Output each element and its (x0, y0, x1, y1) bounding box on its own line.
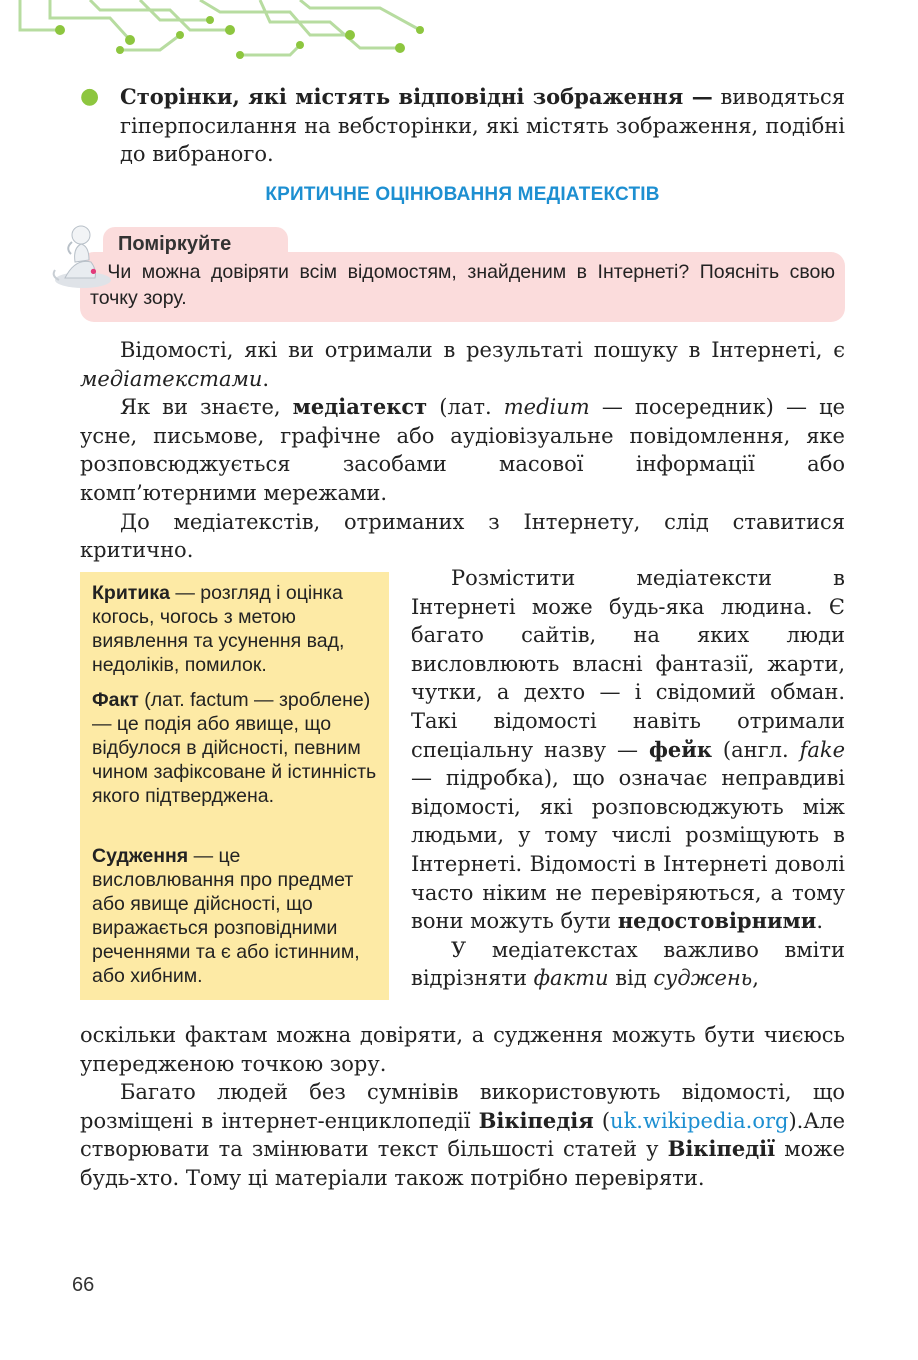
right-column (411, 564, 845, 993)
think-title: Поміркуйте (118, 233, 232, 255)
think-bullet-icon: • (90, 261, 97, 283)
think-text-block (90, 259, 835, 311)
paragraph-1: Відомості, які ви отримали в результаті пошуку в Інтернеті, є медіатекстами. (80, 338, 845, 391)
bullet-paragraph (80, 83, 845, 169)
fake-paragraph: Розмістити медіатексти в Інтернеті може будь-яка людина. Є багато сайтів, на яких люди висловлюють власні фантазії, жарти, чутки, а дехто — і свідомий обман. Такі відомості навіть отримали спеціальну назву — фейк (англ. fake — підробка), що означає неправдиві відомості, які розповсюджують між людьми, у тому числі розміщують в Інтернеті. Відомості в Інтернеті доволі часто ніким не перевіряються, а тому вони можуть бути недостовірними. (411, 566, 846, 934)
section-heading: КРИТИЧНЕ ОЦІНЮВАННЯ МЕДІАТЕКСТІВ (265, 184, 660, 205)
facts-paragraph-start: У медіатекстах важливо вміти відрізняти факти від суджень, (411, 937, 845, 991)
intro-paragraphs (80, 336, 845, 565)
paragraph-3: До медіатекстів, отриманих з Інтернету, слід ставитися критично. (80, 509, 845, 563)
think-question: Чи можна довіряти всім відомостям, знайденим в Інтернеті? Поясніть свою точку зору. (90, 261, 835, 309)
definitions-box (80, 572, 389, 1000)
bullet-text: виводяться гіперпосилання на вебсторінки, які містять зображення, подібні до вибраного. (120, 85, 845, 167)
bottom-paragraphs (80, 1021, 845, 1193)
page-number: 66 (72, 1274, 95, 1296)
circuit-decoration (0, 0, 430, 70)
paragraph-2: Як ви знаєте, медіатекст (лат. medium — посередник) — це усне, письмове, графічне або аудіовізуальне повідомлення, яке розповсюджується засобами масової інформації або комп’ютерними мережами. (80, 394, 846, 505)
bullet-bold-text: Сторінки, які містять відповідні зображення — (120, 84, 713, 109)
facts-paragraph-continuation: оскільки фактам можна довіряти, а судження можуть бути чиєюсь упередженою точкою зору. (80, 1023, 845, 1076)
definition-judgment: Судження — це висловлювання про предмет або явище дійсності, що виражається розповідними реченнями та є або істинним, або хибним. (92, 845, 360, 987)
wikipedia-link[interactable]: uk.wikipedia.org (610, 1108, 789, 1133)
wikipedia-paragraph: Багато людей без сумнівів використовують відомості, що розміщені в інтернет-енциклопедії Вікіпедія (uk.wikipedia.org).Але створювати та змінювати текст більшості статей у Вікіпедії може будь-хто. Тому ці матеріали також потрібно перевіряти. (80, 1080, 846, 1190)
definition-critique: Критика — розгляд і оцінка когось, чогось з метою виявлення та усунення вад, недоліків, помилок. (92, 582, 345, 676)
definition-fact: Факт (лат. factum — зроблене) — це подія або явище, що відбулося в дійсності, певним чином зафіксоване й істинність якого підтверджена. (92, 689, 377, 807)
bullet-dot-icon: ● (80, 84, 100, 109)
